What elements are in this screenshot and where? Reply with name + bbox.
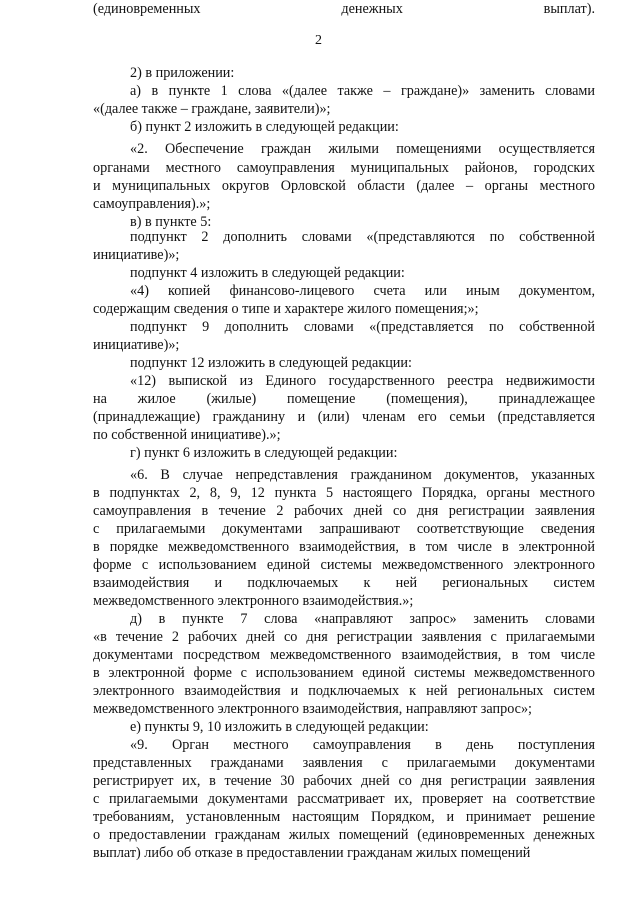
text-line: инициативе)»; — [93, 247, 180, 263]
text-line: представленных гражданами заявления с прилагаемыми документами — [93, 755, 595, 771]
text-line: «12) выпиской из Единого государственного реестра недвижимости — [130, 373, 595, 389]
text-line: д) в пункте 7 слова «направляют запрос» заменить словами — [130, 611, 595, 627]
text-line: выплат) либо об отказе в предоставлении гражданам жилых помещений — [93, 845, 531, 861]
text-line: а) в пункте 1 слова «(далее также – граждане)» заменить словами — [130, 83, 595, 99]
text-line: межведомственного электронного взаимодействия, направляют запрос»; — [93, 701, 532, 717]
text-line: подпункт 4 изложить в следующей редакции: — [130, 265, 405, 281]
text-line: содержащим сведения о типе и характере жилого помещения;»; — [93, 301, 479, 317]
text-line: в порядке межведомственного взаимодействия, в том числе в электронной — [93, 539, 595, 555]
text-line: «(далее также – граждане, заявители)»; — [93, 101, 331, 117]
text-line: 2) в приложении: — [130, 65, 235, 81]
text-line: «в течение 2 рабочих дней со дня регистрации заявления с прилагаемыми — [93, 629, 595, 645]
text-line: инициативе)»; — [93, 337, 180, 353]
text-line: е) пункты 9, 10 изложить в следующей редакции: — [130, 719, 429, 735]
text-line: г) пункт 6 изложить в следующей редакции: — [130, 445, 398, 461]
text-line: подпункт 12 изложить в следующей редакции: — [130, 355, 412, 371]
text-line: требованиям, установленным настоящим Порядком, и принимает решение — [93, 809, 595, 825]
text-line: «6. В случае непредставления гражданином документов, указанных — [130, 467, 595, 483]
text-line: «4) копией финансово-лицевого счета или иным документом, — [130, 283, 595, 299]
text-line: электронного взаимодействия и подключаемых к ней региональных систем — [93, 683, 595, 699]
text-line: подпункт 2 дополнить словами «(представляются по собственной — [130, 229, 595, 245]
text-line: о предоставлении гражданам жилых помещений (единовременных денежных — [93, 827, 595, 843]
text-line: (единовременных денежных выплат). — [93, 1, 595, 17]
text-line: в подпунктах 2, 8, 9, 12 пункта 5 настоящего Порядка, органы местного — [93, 485, 595, 501]
text-line: подпункт 9 дополнить словами «(представляется по собственной — [130, 319, 595, 335]
text-line: (принадлежащие) гражданину и (или) членам его семьи (представляется — [93, 409, 595, 425]
text-line: с прилагаемыми документами рассматривает их, проверяет на соответствие — [93, 791, 595, 807]
text-line: межведомственного электронного взаимодействия.»; — [93, 593, 414, 609]
text-line: самоуправления).»; — [93, 196, 211, 212]
text-line: и муниципальных округов Орловской области (далее – органы местного — [93, 178, 595, 194]
page-number: 2 — [315, 33, 322, 48]
text-line: с прилагаемыми документами запрашивают соответствующие сведения — [93, 521, 595, 537]
text-line: регистрирует их, в течение 30 рабочих дней со дня регистрации заявления — [93, 773, 595, 789]
text-line: «9. Орган местного самоуправления в день поступления — [130, 737, 595, 753]
text-line: на жилое (жилые) помещение (помещения), принадлежащее — [93, 391, 595, 407]
text-line: самоуправления в течение 2 рабочих дней со дня регистрации заявления — [93, 503, 595, 519]
text-line: документами посредством межведомственного взаимодействия, в том числе — [93, 647, 595, 663]
text-line: в) в пункте 5: — [130, 214, 212, 230]
text-line: взаимодействия и подключаемых к ней региональных систем — [93, 575, 595, 591]
text-line: б) пункт 2 изложить в следующей редакции: — [130, 119, 399, 135]
text-line: «2. Обеспечение граждан жилыми помещениями осуществляется — [130, 141, 595, 157]
text-line: органами местного самоуправления муниципальных районов, городских — [93, 160, 595, 176]
text-line: по собственной инициативе).»; — [93, 427, 281, 443]
text-line: форме с использованием единой системы межведомственного электронного — [93, 557, 595, 573]
text-line: в электронной форме с использованием единой системы межведомственного — [93, 665, 595, 681]
